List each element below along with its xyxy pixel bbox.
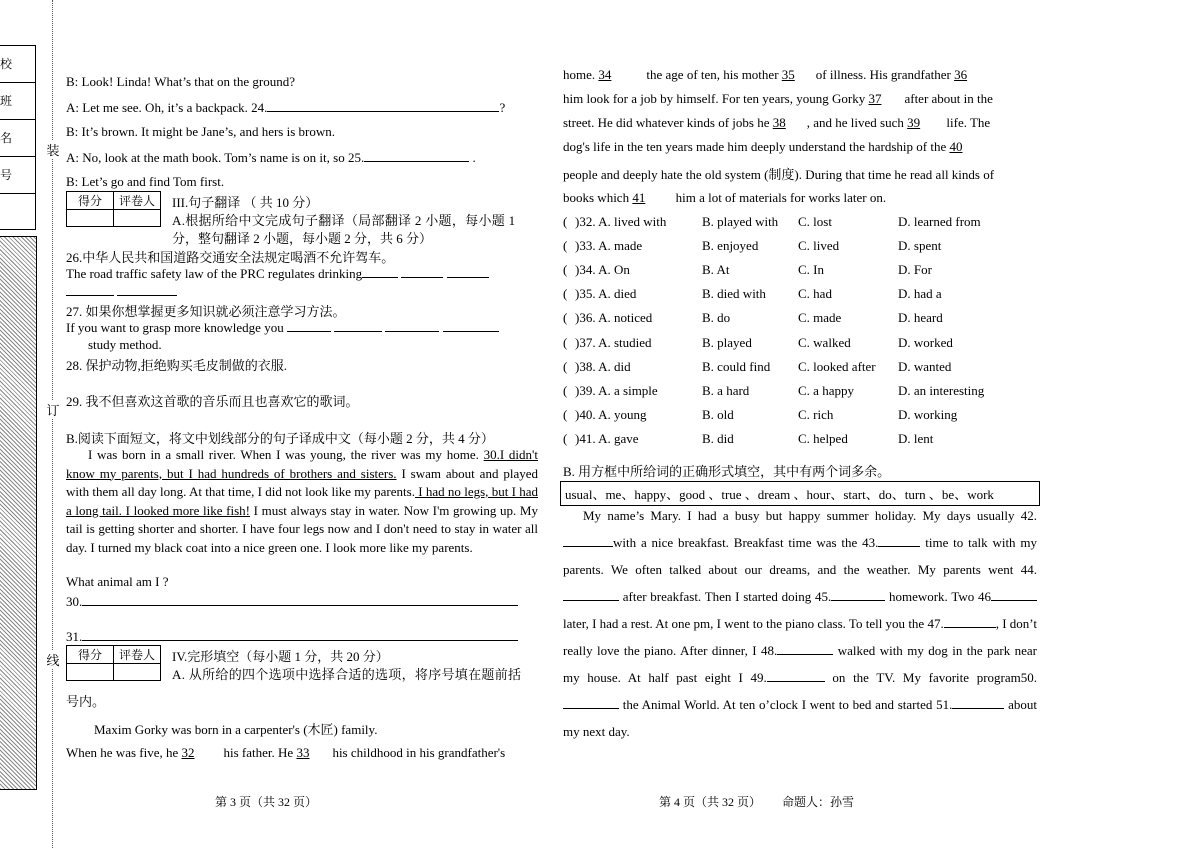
option-paren: ( xyxy=(563,406,568,422)
option-35-b: B. died with xyxy=(702,286,766,302)
option-paren: ( xyxy=(563,286,568,302)
option-38-c: C. looked after xyxy=(798,358,876,374)
option-39-c: C. a happy xyxy=(798,382,854,398)
section-b-instruction: B. 用方框中所给词的正确形式填空，其中有两个词多余。 xyxy=(563,464,891,479)
story-question: What animal am I ? xyxy=(66,574,169,589)
hatched-binding-strip xyxy=(0,236,37,790)
option-38-d: D. wanted xyxy=(898,358,952,374)
section-3a-instruction-1: A.根据所给中文完成句子翻译（局部翻译 2 小题，每小题 1 xyxy=(172,213,516,228)
q27-ending: study method. xyxy=(88,337,162,352)
option-paren: ( xyxy=(563,334,568,350)
score-table-3 xyxy=(66,191,161,227)
option-37-b: B. played xyxy=(702,334,752,350)
q27-english: If you want to grasp more knowledge you xyxy=(66,319,499,336)
underlined-sentence-30: 30.I didn't know my parents, but I had hundreds of brothers and sisters. xyxy=(66,447,538,481)
cloze-line-4: dog's life in the ten years made him deeply understand the hardship of the 40 xyxy=(563,139,963,154)
cloze-line-5: people and deeply hate the old system (制度). During that time he read all kinds of xyxy=(563,167,995,182)
option-38-b: B. could find xyxy=(702,358,771,374)
option-36-c: C. made xyxy=(798,310,842,326)
score-header: 得分 xyxy=(67,192,114,210)
underlined-sentence-31: I had no legs, but I had a long tail. I looked more like fish! xyxy=(66,484,538,518)
option-41-q: )41. A. gave xyxy=(575,430,639,446)
binding-mark-zhuang: 装 xyxy=(46,140,60,159)
option-37-c: C. walked xyxy=(798,334,851,350)
option-33-b: B. enjoyed xyxy=(702,238,759,254)
option-paren: ( xyxy=(563,262,568,278)
info-cell-number: 号 xyxy=(0,157,35,194)
section-3b-instruction: B.阅读下面短文，将文中划线部分的句子译成中文（每小题 2 分，共 4 分） xyxy=(66,431,494,446)
option-38-q: )38. A. did xyxy=(575,358,631,374)
score-cell xyxy=(67,664,114,681)
dialog-line-3: B: It’s brown. It might be Jane’s, and hers is brown. xyxy=(66,124,335,139)
dialog-line-5: B: Let’s go and find Tom first. xyxy=(66,174,225,189)
option-33-c: C. lived xyxy=(798,238,840,254)
option-paren: ( xyxy=(563,382,568,398)
cloze-line-left: When he was five, he 32 his father. He 33 his childhood in his grandfather's xyxy=(66,745,506,760)
option-32-d: D. learned from xyxy=(898,214,981,229)
score-table-4 xyxy=(66,645,161,681)
score-header: 得分 xyxy=(67,646,114,664)
cloze-line-6: books which 41 him a lot of materials for works later on. xyxy=(563,190,887,205)
option-35-q: )35. A. died xyxy=(575,286,637,302)
grader-cell xyxy=(114,664,161,681)
option-34-b: B. At xyxy=(702,262,730,278)
q29-chinese: 29. 我不但喜欢这首歌的音乐而且也喜欢它的歌词。 xyxy=(66,394,359,409)
section-4a-instruction-2: 号内。 xyxy=(66,694,106,709)
section-3-title: III.句子翻译 （ 共 10 分） xyxy=(172,195,319,210)
q26-english: The road traffic safety law of the PRC regulates drinking xyxy=(66,265,489,282)
option-39-b: B. a hard xyxy=(702,382,750,398)
section-4a-instruction-1: A. 从所给的四个选项中选择合适的选项，将序号填在题前括 xyxy=(172,667,522,682)
option-paren: ( xyxy=(563,214,568,229)
fill-passage: My name’s Mary. I had a busy but happy summer holiday. My days usually 42.with a nice breakfast. Breakfast time was the 43. time to talk with my parents. We often talked about our dreams, and the weather. My parents went 44. after breakfast. Then I started doing 45. homework. Two 46 later, I had a rest. At one pm, I went to the piano class. To tell you the 47. , I don’t really love the piano. After dinner, I 48. walked with my dog in the park near my house. At half past eight I 49. on the TV. My favorite program50. the Animal World. At ten o’clock I went to bed and started 51. about my next day. xyxy=(563,508,1038,739)
cloze-line-3: street. He did whatever kinds of jobs he 38 , and he lived such 39 life. The xyxy=(563,115,991,130)
option-paren: ( xyxy=(563,358,568,374)
binding-dotted-line xyxy=(52,0,53,848)
word-box: usual、me、happy、good 、true 、dream 、hour、start、do、turn 、be、work xyxy=(560,481,1040,506)
option-33-q: )33. A. made xyxy=(575,238,643,254)
option-37-q: )37. A. studied xyxy=(575,334,652,350)
option-41-d: D. lent xyxy=(898,430,934,446)
cloze-line-2: him look for a job by himself. For ten years, young Gorky 37 after about in the xyxy=(563,91,993,106)
option-39-d: D. an interesting xyxy=(898,382,985,398)
section-3a-instruction-2: 分，整句翻译 2 小题，每小题 2 分，共 6 分） xyxy=(172,231,433,246)
binding-mark-xian: 线 xyxy=(46,650,60,669)
option-36-q: )36. A. noticed xyxy=(575,310,653,326)
info-cell-blank xyxy=(0,194,35,230)
grader-header: 评卷人 xyxy=(114,192,161,210)
option-40-q: )40. A. young xyxy=(575,406,647,422)
option-40-b: B. old xyxy=(702,406,734,422)
q31-answer-line: 31. xyxy=(66,628,518,645)
option-paren: ( xyxy=(563,430,568,446)
option-34-d: D. For xyxy=(898,262,932,278)
option-40-d: D. working xyxy=(898,406,958,422)
student-info-box xyxy=(0,45,36,230)
section-4-title: IV.完形填空（每小题 1 分，共 20 分） xyxy=(172,649,389,664)
option-37-d: D. worked xyxy=(898,334,953,350)
option-36-d: D. heard xyxy=(898,310,943,326)
story-paragraph: I was born in a small river. When I was young, the river was my home. 30.I didn't know my parents, but I had hundreds of brothers and sisters. I swam about and played with them all day long. At that time, I did not look like my parents. I had no legs, but I had a long tail. I looked more like fish! I must always stay in water. Now I'm growing up. My tail is getting shorter and shorter. I have four legs now and I don't need to stay in water all day. I turned my black coat into a nice green one. I look more like my parents. xyxy=(66,447,538,555)
grader-header: 评卷人 xyxy=(114,646,161,664)
option-32-q: )32. A. lived with xyxy=(575,214,667,229)
grader-cell xyxy=(114,210,161,227)
option-34-c: C. In xyxy=(798,262,824,278)
option-paren: ( xyxy=(563,310,568,326)
cloze-line-1: home. 34 the age of ten, his mother 35 of illness. His grandfather 36 xyxy=(563,67,968,82)
option-41-b: B. did xyxy=(702,430,734,446)
info-cell-class: 班 xyxy=(0,83,35,120)
q30-answer-line: 30. xyxy=(66,593,518,610)
dialog-line-1: B: Look! Linda! What’s that on the ground? xyxy=(66,74,296,89)
binding-mark-ding: 订 xyxy=(46,400,60,419)
option-36-b: B. do xyxy=(702,310,731,326)
info-cell-name: 名 xyxy=(0,120,35,157)
option-35-c: C. had xyxy=(798,286,832,302)
dialog-line-4: A: No, look at the math book. Tom’s name is on it, so 25. . xyxy=(66,150,476,165)
page-footer-4: 第 4 页（共 32 页） 命题人：孙雪 xyxy=(659,795,855,809)
option-32-b: B. played with xyxy=(702,214,779,229)
q27-chinese: 27. 如果你想掌握更多知识就必须注意学习方法。 xyxy=(66,304,346,319)
option-41-c: C. helped xyxy=(798,430,848,446)
option-paren: ( xyxy=(563,238,568,254)
option-33-d: D. spent xyxy=(898,238,942,254)
info-cell-school: 校 xyxy=(0,46,35,83)
option-40-c: C. rich xyxy=(798,406,834,422)
q26-blanks-2 xyxy=(66,283,177,300)
option-35-d: D. had a xyxy=(898,286,942,302)
q28-chinese: 28. 保护动物,拒绝购买毛皮制做的衣服. xyxy=(66,358,288,373)
option-39-q: )39. A. a simple xyxy=(575,382,658,398)
option-34-q: )34. A. On xyxy=(575,262,630,278)
q26-chinese: 26.中华人民共和国道路交通安全法规定喝酒不允许驾车。 xyxy=(66,250,395,265)
option-32-c: C. lost xyxy=(798,214,832,229)
score-cell xyxy=(67,210,114,227)
cloze-intro: Maxim Gorky was born in a carpenter's (木匠) family. xyxy=(94,722,378,737)
page-footer-3: 第 3 页（共 32 页） xyxy=(215,795,318,809)
dialog-line-2: A: Let me see. Oh, it’s a backpack. 24. ? xyxy=(66,100,506,115)
